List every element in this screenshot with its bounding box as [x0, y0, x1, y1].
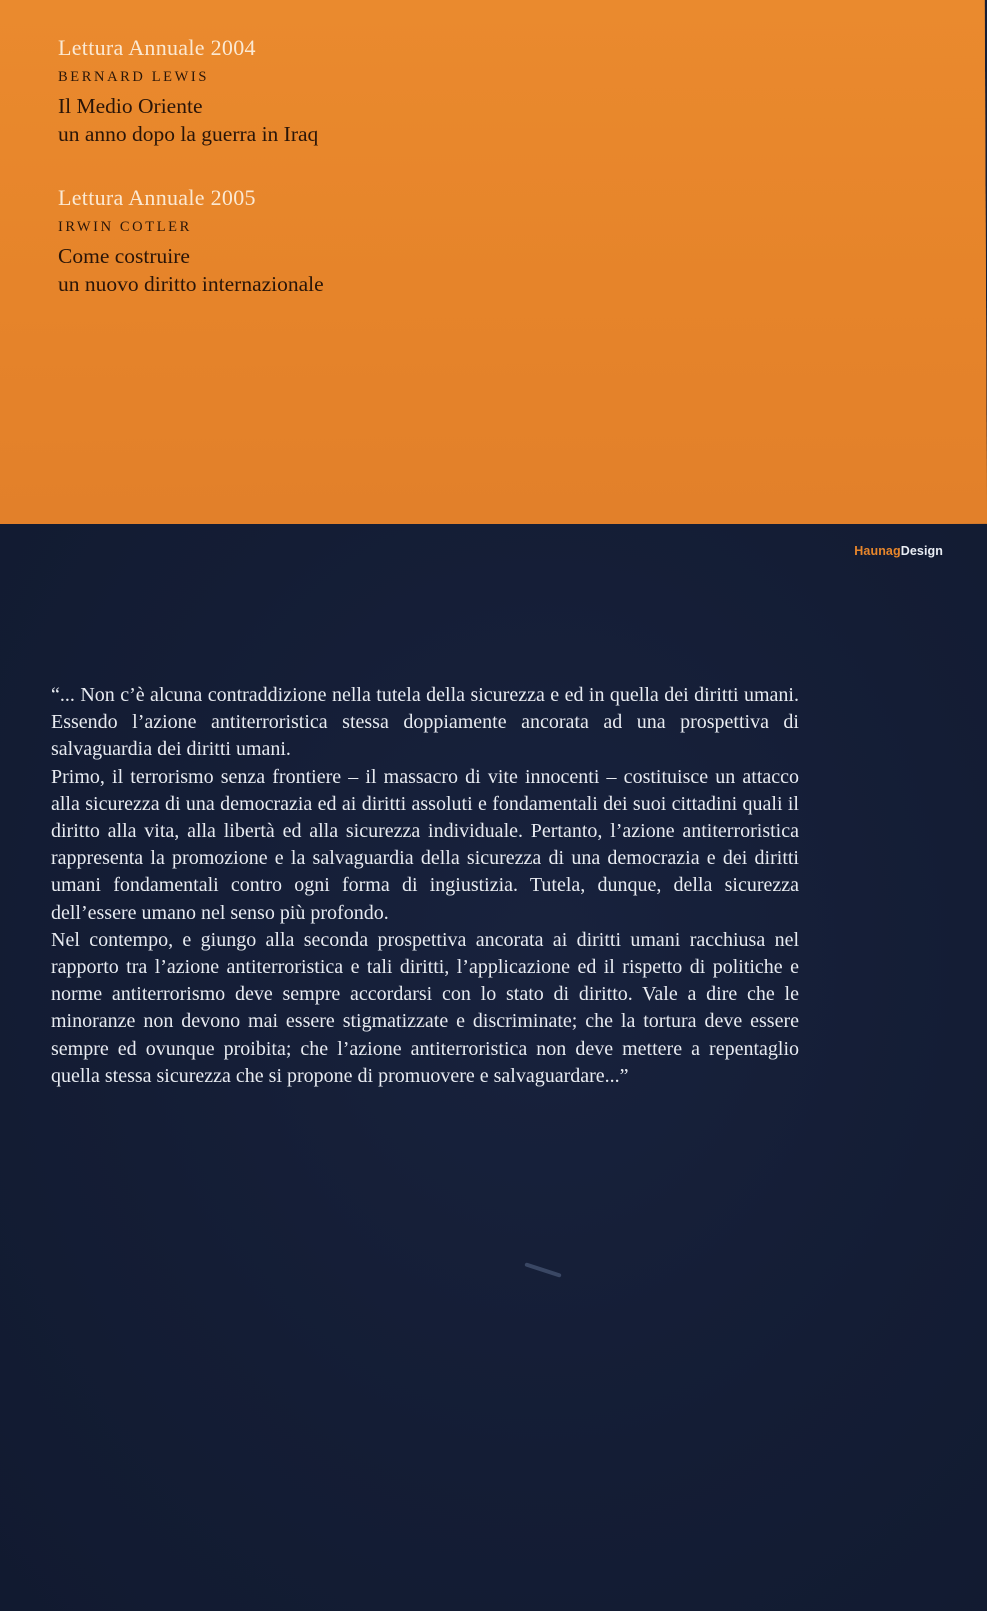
- lecture-year-label: Lettura Annuale 2004: [58, 35, 256, 60]
- publisher-logo-part-2: Design: [900, 544, 943, 558]
- lecture-author: BERNARD LEWIS: [58, 69, 210, 85]
- lecture-title-line-2: un anno dopo la guerra in Iraq: [58, 122, 319, 146]
- lecture-author: IRWIN COTLER: [58, 219, 192, 235]
- quote-paragraph-3: Nel contempo, e giungo alla seconda prospettiva ancorata ai diritti umani racchiusa nel rapporto tra l’azione antiterroristica e tali diritti, l’applicazione ed il rispetto di politiche e norme antiterrorismo deve sempre accordarsi con lo stato di diritto. Vale a dire che le minoranze non devono mai essere stigmatizzate e discriminate; che la tortura deve essere sempre ed ovunque proibita; che l’azione antiterroristica non deve mettere a repentaglio quella stessa sicurezza che si propone di promuovere e salvaguardare...”: [51, 928, 799, 1087]
- lecture-title: [58, 92, 318, 148]
- lecture-year-label: Lettura Annuale 2005: [58, 185, 256, 210]
- lecture-title-line-2: un nuovo diritto internazionale: [58, 272, 324, 296]
- lecture-2005: [58, 182, 324, 298]
- back-cover-quote: [51, 682, 799, 1090]
- lecture-2004: [58, 32, 318, 148]
- quote-paragraph-2: Primo, il terrorismo senza frontiere – il massacro di vite innocenti – costituisce un attacco alla sicurezza di una democrazia ed ai diritti assoluti e fondamentali dei suoi cittadini quali il diritto alla vita, alla libertà ed alla sicurezza individuale. Pertanto, l’azione antiterroristica rappresenta la promozione e la salvaguardia della sicurezza di una democrazia e dei diritti umani fondamentali contro ogni forma di ingiustizia. Tutela, dunque, della sicurezza dell’essere umano nel senso più profondo.: [51, 765, 799, 924]
- publisher-logo-part-1: Haunag: [854, 544, 901, 558]
- lecture-title-line-1: Il Medio Oriente: [58, 94, 203, 118]
- lecture-title: [58, 242, 324, 298]
- quote-paragraph-1: “... Non c’è alcuna contraddizione nella tutela della sicurezza e ed in quella dei diritti umani. Essendo l’azione antiterroristica stessa doppiamente ancorata ad una prospettiva di salvaguardia dei diritti umani.: [51, 684, 799, 761]
- publisher-logo: [854, 544, 943, 558]
- lecture-title-line-1: Come costruire: [58, 244, 190, 268]
